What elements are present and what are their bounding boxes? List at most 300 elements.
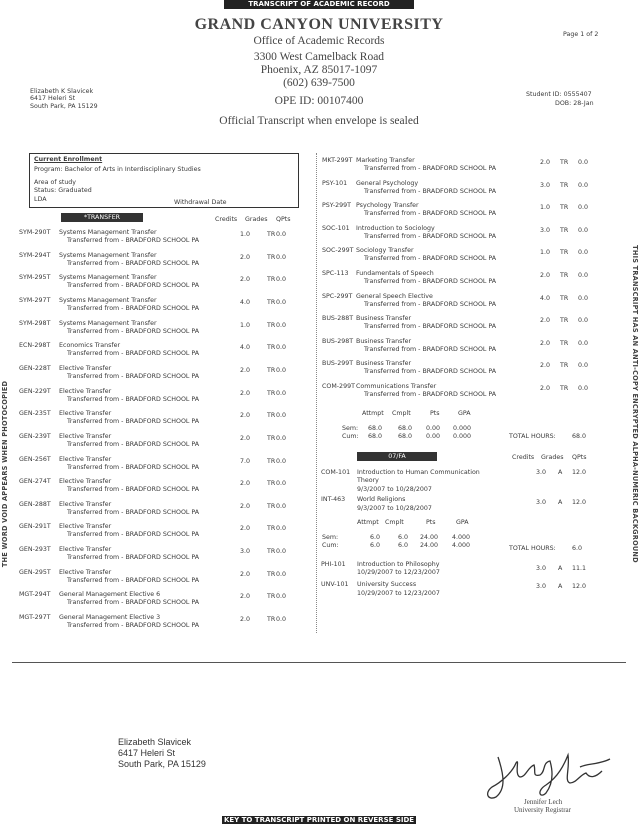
course-grade: TR (560, 339, 569, 347)
course-entry (322, 270, 612, 288)
course-transfer-source: Transferred from - BRADFORD SCHOOL PA (67, 282, 200, 290)
course-transfer-source: Transferred from - BRADFORD SCHOOL PA (364, 345, 497, 353)
course-grade: TR (267, 276, 276, 284)
course-qpts: 0.0 (276, 344, 287, 352)
course-entry (322, 315, 612, 333)
course-code: GEN-229T (19, 387, 51, 395)
course-grade: TR (267, 548, 276, 556)
course-entry (322, 247, 612, 265)
course-entry (322, 225, 612, 243)
term2-course-credits: 3.0 (536, 469, 547, 476)
stat-header-gpa: GPA (458, 410, 471, 417)
course-qpts: 0.0 (276, 412, 287, 420)
term3-course-title: University Success (357, 581, 417, 588)
course-code: SYM-290T (19, 229, 51, 236)
term2-course-title: World Religions (357, 496, 406, 503)
course-transfer-source: Transferred from - BRADFORD SCHOOL PA (67, 259, 200, 267)
course-grade: TR (267, 593, 276, 601)
course-grade: TR (267, 502, 276, 510)
course-title: Elective Transfer (59, 568, 112, 576)
term3-course-grade: A (558, 583, 563, 590)
course-credits: 7.0 (240, 457, 251, 465)
course-grade: TR (560, 294, 569, 302)
course-code: GEN-291T (19, 523, 51, 531)
course-code: SOC-299T (322, 247, 354, 255)
course-grade: TR (267, 298, 276, 306)
term3-course-grade: A (558, 565, 563, 572)
course-credits: 2.0 (240, 616, 251, 624)
course-qpts: 0.0 (276, 616, 287, 624)
course-code: BUS-299T (322, 360, 354, 368)
course-entry (19, 569, 309, 587)
course-qpts: 0.0 (276, 593, 287, 601)
student-city: South Park, PA 15129 (30, 103, 98, 110)
term2-stat-pts: Pts (426, 519, 436, 526)
course-code: GEN-235T (19, 410, 51, 418)
section-divider (12, 662, 626, 663)
course-entry (322, 360, 612, 378)
course-qpts: 0.0 (276, 457, 287, 465)
course-grade: TR (267, 616, 276, 624)
course-transfer-source: Transferred from - BRADFORD SCHOOL PA (67, 440, 200, 448)
term2-sem-gpa: 4.000 (452, 534, 471, 541)
course-credits: 4.0 (240, 344, 251, 352)
enrollment-area: Area of study (34, 179, 77, 186)
course-code: COM-299T (322, 383, 355, 390)
course-qpts: 0.0 (276, 298, 287, 306)
course-transfer-source: Transferred from - BRADFORD SCHOOL PA (67, 531, 200, 539)
official-notice: Official Transcript when envelope is sealed (219, 115, 419, 127)
course-grade: TR (560, 317, 569, 325)
term3-course-credits: 3.0 (536, 583, 547, 590)
course-entry (19, 478, 309, 496)
course-grade: TR (560, 181, 569, 189)
course-title: Systems Management Transfer (59, 274, 157, 282)
course-entry (19, 274, 309, 292)
street-address: 3300 West Camelback Road (253, 51, 385, 63)
course-code: PSY-299T (322, 202, 352, 210)
course-title: Introduction to Sociology (356, 224, 435, 232)
course-title: Elective Transfer (59, 523, 112, 531)
course-qpts: 0.0 (578, 204, 589, 212)
course-grade: TR (267, 457, 276, 465)
course-title: Psychology Transfer (356, 202, 419, 210)
term2-total-value: 6.0 (572, 545, 583, 552)
term2-sem-attmpt: 6.0 (370, 534, 381, 541)
course-credits: 1.0 (240, 231, 251, 238)
enrollment-title: Current Enrollment (34, 156, 103, 163)
course-code: SYM-298T (19, 319, 51, 327)
course-credits: 1.0 (540, 204, 551, 212)
course-grade: TR (267, 412, 276, 420)
course-grade: TR (267, 321, 276, 329)
course-qpts: 0.0 (578, 317, 589, 325)
sem-cmplt: 68.0 (398, 425, 413, 432)
student-name: Elizabeth K Slavicek (30, 88, 94, 95)
course-transfer-source: Transferred from - BRADFORD SCHOOL PA (364, 232, 497, 240)
course-title: Business Transfer (356, 337, 412, 345)
course-grade: TR (267, 525, 276, 533)
term2-sem-pts: 24.00 (420, 534, 439, 541)
term2-sem-cmplt: 6.0 (398, 534, 409, 541)
course-title: Marketing Transfer (356, 157, 415, 164)
course-title: Elective Transfer (59, 364, 112, 372)
course-credits: 3.0 (540, 226, 551, 234)
course-entry (19, 546, 309, 564)
course-title: Communications Transfer (356, 383, 437, 390)
course-transfer-source: Transferred from - BRADFORD SCHOOL PA (364, 391, 497, 398)
course-transfer-source: Transferred from - BRADFORD SCHOOL PA (67, 237, 200, 244)
course-transfer-source: Transferred from - BRADFORD SCHOOL PA (67, 554, 200, 562)
course-qpts: 0.0 (578, 362, 589, 370)
course-title: Systems Management Transfer (59, 296, 157, 304)
course-credits: 4.0 (540, 294, 551, 302)
total-hours-value: 68.0 (572, 433, 587, 440)
term2-course-code: COM-101 (321, 469, 351, 476)
registrar-title: University Registrar (514, 806, 571, 814)
course-qpts: 0.0 (276, 480, 287, 488)
course-code: GEN-295T (19, 568, 51, 576)
mailing-name: Elizabeth Slavicek (118, 737, 192, 747)
term-07fa-header: 07/FA (357, 452, 437, 461)
sem-attmpt: 68.0 (368, 425, 383, 432)
mailing-city: South Park, PA 15129 (118, 759, 206, 769)
term2-sem-label: Sem: (322, 534, 339, 541)
cum-attmpt: 68.0 (368, 433, 383, 440)
course-title: Elective Transfer (59, 455, 112, 463)
term2-course-grade: A (558, 499, 563, 506)
course-grade: TR (267, 389, 276, 397)
course-entry (19, 410, 309, 428)
cum-pts: 0.00 (426, 433, 441, 440)
course-title: Systems Management Transfer (59, 251, 157, 259)
term2-total-label: TOTAL HOURS: (509, 545, 556, 552)
cum-cmplt: 68.0 (398, 433, 413, 440)
course-transfer-source: Transferred from - BRADFORD SCHOOL PA (364, 165, 497, 172)
course-credits: 2.0 (240, 434, 251, 442)
course-credits: 1.0 (240, 321, 251, 329)
course-credits: 2.0 (240, 502, 251, 510)
course-credits: 2.0 (540, 362, 551, 370)
course-qpts: 0.0 (578, 181, 589, 189)
term2-course-code: INT-463 (321, 496, 346, 503)
course-qpts: 0.0 (276, 276, 287, 284)
sem-label: Sem: (342, 425, 359, 432)
course-code: GEN-256T (19, 455, 51, 463)
sem-gpa: 0.000 (453, 425, 472, 432)
course-entry (19, 297, 309, 315)
course-code: SOC-101 (322, 224, 350, 232)
course-title: Elective Transfer (59, 546, 112, 554)
term2-cum-gpa: 4.000 (452, 542, 471, 549)
course-grade: TR (560, 159, 569, 166)
course-credits: 2.0 (240, 276, 251, 284)
course-transfer-source: Transferred from - BRADFORD SCHOOL PA (67, 395, 200, 403)
term3-course-dates: 10/29/2007 to 12/23/2007 (357, 590, 440, 597)
registrar-name: Jennifer Lech (524, 798, 563, 806)
term3-course-title: Introduction to Philosophy (357, 561, 440, 568)
course-code: MKT-299T (322, 157, 353, 164)
course-transfer-source: Transferred from - BRADFORD SCHOOL PA (364, 368, 497, 376)
term3-course-code: PHI-101 (321, 561, 346, 568)
course-code: BUS-298T (322, 337, 354, 345)
course-qpts: 0.0 (276, 321, 287, 329)
course-title: Sociology Transfer (356, 247, 414, 255)
term3-course-dates: 10/29/2007 to 12/23/2007 (357, 569, 440, 576)
course-entry (322, 338, 612, 356)
course-credits: 2.0 (240, 412, 251, 420)
course-qpts: 0.0 (578, 294, 589, 302)
col-header-credits: Credits (215, 216, 238, 223)
course-qpts: 0.0 (276, 366, 287, 374)
top-banner: TRANSCRIPT OF ACADEMIC RECORD (224, 0, 414, 9)
course-transfer-source: Transferred from - BRADFORD SCHOOL PA (364, 210, 497, 218)
mailing-street: 6417 Heleri St (118, 748, 176, 758)
course-code: GEN-228T (19, 364, 51, 372)
course-qpts: 0.0 (578, 339, 589, 347)
course-entry (322, 157, 612, 175)
term2-course-credits: 3.0 (536, 499, 547, 506)
course-title: Elective Transfer (59, 387, 112, 395)
enrollment-lda: LDA (34, 196, 47, 203)
term3-course-qpts: 12.0 (572, 583, 587, 590)
course-entry (322, 202, 612, 220)
col-header-qpts: QPts (276, 216, 291, 223)
course-code: PSY-101 (322, 179, 348, 187)
enrollment-status: Status: Graduated (34, 187, 92, 194)
course-code: GEN-293T (19, 546, 51, 554)
course-transfer-source: Transferred from - BRADFORD SCHOOL PA (67, 463, 200, 471)
student-street: 6417 Heleri St (30, 95, 76, 102)
term2-col-qpts: QPts (572, 454, 587, 461)
course-entry (322, 293, 612, 311)
course-title: Elective Transfer (59, 410, 112, 418)
course-title: General Management Elective 6 (59, 591, 161, 599)
column-divider (316, 153, 317, 633)
phone-number: (602) 639-7500 (283, 77, 355, 89)
course-title: Elective Transfer (59, 432, 112, 440)
course-code: MGT-297T (19, 614, 51, 622)
course-grade: TR (267, 231, 276, 238)
course-qpts: 0.0 (578, 159, 589, 166)
ope-id: OPE ID: 00107400 (274, 95, 364, 107)
course-entry (19, 229, 309, 247)
term2-col-grades: Grades (541, 454, 564, 461)
course-transfer-source: Transferred from - BRADFORD SCHOOL PA (364, 300, 497, 308)
course-qpts: 0.0 (276, 231, 287, 238)
course-transfer-source: Transferred from - BRADFORD SCHOOL PA (67, 418, 200, 426)
course-qpts: 0.0 (276, 525, 287, 533)
course-grade: TR (267, 366, 276, 374)
term2-course-qpts: 12.0 (572, 499, 587, 506)
course-grade: TR (560, 385, 569, 392)
enrollment-withdrawal: Withdrawal Date (174, 199, 227, 206)
stat-header-pts: Pts (430, 410, 440, 417)
course-code: GEN-239T (19, 432, 51, 440)
term2-col-credits: Credits (512, 454, 535, 461)
course-entry (19, 501, 309, 519)
course-code: SYM-297T (19, 296, 51, 304)
course-grade: TR (267, 570, 276, 578)
course-title: Systems Management Transfer (59, 319, 157, 327)
university-name: GRAND CANYON UNIVERSITY (194, 16, 444, 33)
course-credits: 2.0 (240, 389, 251, 397)
course-title: Elective Transfer (59, 500, 112, 508)
course-entry (19, 342, 309, 360)
course-grade: TR (560, 204, 569, 212)
course-grade: TR (267, 253, 276, 261)
course-grade: TR (267, 344, 276, 352)
term2-stat-cmplt: Cmplt (385, 519, 404, 526)
course-qpts: 0.0 (578, 226, 589, 234)
city-address: Phoenix, AZ 85017-1097 (260, 64, 378, 76)
col-header-grades: Grades (245, 216, 268, 223)
course-title: General Management Elective 3 (59, 614, 161, 622)
course-entry (322, 383, 612, 401)
course-credits: 3.0 (540, 181, 551, 189)
course-credits: 1.0 (540, 249, 551, 257)
term2-stat-gpa: GPA (456, 519, 469, 526)
course-credits: 2.0 (540, 385, 551, 392)
course-credits: 2.0 (540, 317, 551, 325)
course-qpts: 0.0 (276, 502, 287, 510)
term2-course-dates: 9/3/2007 to 10/28/2007 (357, 486, 432, 493)
term2-cum-pts: 24.00 (420, 542, 439, 549)
mailing-address (118, 737, 206, 770)
cum-label: Cum: (342, 433, 359, 440)
course-qpts: 0.0 (578, 272, 589, 279)
course-transfer-source: Transferred from - BRADFORD SCHOOL PA (67, 304, 200, 312)
enrollment-program: Program: Bachelor of Arts in Interdisciplinary Studies (34, 166, 201, 173)
course-qpts: 0.0 (276, 389, 287, 397)
course-code: ECN-298T (19, 342, 51, 350)
course-title: Fundamentals of Speech (356, 270, 434, 277)
course-grade: TR (267, 480, 276, 488)
course-code: SYM-295T (19, 274, 51, 282)
course-credits: 2.0 (540, 339, 551, 347)
term2-course-grade: A (558, 469, 563, 476)
course-credits: 2.0 (240, 366, 251, 374)
course-title: Business Transfer (356, 360, 412, 368)
course-credits: 3.0 (240, 548, 251, 556)
course-entry (19, 433, 309, 451)
course-entry (19, 591, 309, 609)
course-transfer-source: Transferred from - BRADFORD SCHOOL PA (364, 323, 497, 331)
course-qpts: 0.0 (276, 548, 287, 556)
course-title: General Speech Elective (356, 292, 433, 300)
course-code: SYM-294T (19, 251, 51, 259)
course-code: MGT-294T (19, 591, 51, 599)
course-grade: TR (560, 362, 569, 370)
page-label: Page 1 of 2 (563, 31, 599, 38)
right-vertical-notice: THIS TRANSCRIPT HAS AN ANTI-COPY ENCRYPTED ALPHA-NUMERIC BACKGROUND (631, 245, 639, 563)
left-vertical-notice: THE WORD VOID APPEARS WHEN PHOTOCOPIED (1, 380, 9, 568)
course-credits: 2.0 (540, 159, 551, 166)
student-dob: DOB: 28-Jan (555, 100, 594, 107)
course-credits: 2.0 (240, 480, 251, 488)
course-title: Economics Transfer (59, 342, 121, 350)
course-entry (19, 320, 309, 338)
term3-course-credits: 3.0 (536, 565, 547, 572)
course-code: GEN-288T (19, 500, 51, 508)
term2-course-title2: Theory (357, 477, 379, 484)
course-code: SPC-299T (322, 292, 353, 300)
course-transfer-source: Transferred from - BRADFORD SCHOOL PA (364, 187, 497, 195)
course-title: Business Transfer (356, 315, 412, 323)
term2-stat-attmpt: Attmpt (357, 519, 379, 526)
sem-pts: 0.00 (426, 425, 441, 432)
course-grade: TR (267, 434, 276, 442)
course-credits: 2.0 (240, 570, 251, 578)
course-transfer-source: Transferred from - BRADFORD SCHOOL PA (67, 327, 200, 335)
course-entry (322, 180, 612, 198)
course-qpts: 0.0 (578, 385, 589, 392)
term3-course-qpts: 11.1 (572, 565, 587, 572)
course-transfer-source: Transferred from - BRADFORD SCHOOL PA (67, 508, 200, 516)
term2-cum-attmpt: 6.0 (370, 542, 381, 549)
bottom-banner: KEY TO TRANSCRIPT PRINTED ON REVERSE SIDE (223, 816, 415, 824)
course-grade: TR (560, 226, 569, 234)
stat-header-cmplt: Cmplt (392, 410, 411, 417)
cum-gpa: 0.000 (453, 433, 472, 440)
course-qpts: 0.0 (276, 253, 287, 261)
course-credits: 2.0 (240, 525, 251, 533)
course-credits: 2.0 (540, 272, 551, 279)
course-credits: 2.0 (240, 253, 251, 261)
course-transfer-source: Transferred from - BRADFORD SCHOOL PA (67, 486, 200, 494)
course-qpts: 0.0 (276, 570, 287, 578)
course-transfer-source: Transferred from - BRADFORD SCHOOL PA (364, 278, 497, 285)
course-entry (19, 365, 309, 383)
course-transfer-source: Transferred from - BRADFORD SCHOOL PA (364, 255, 497, 263)
course-transfer-source: Transferred from - BRADFORD SCHOOL PA (67, 372, 200, 380)
course-transfer-source: Transferred from - BRADFORD SCHOOL PA (67, 576, 200, 584)
course-qpts: 0.0 (276, 434, 287, 442)
term2-cum-label: Cum: (322, 542, 339, 549)
student-id: Student ID: 0555407 (526, 91, 592, 98)
registrar-signature (480, 745, 620, 803)
course-entry (19, 252, 309, 270)
term2-cum-cmplt: 6.0 (398, 542, 409, 549)
course-entry (19, 614, 309, 632)
term2-course-qpts: 12.0 (572, 469, 587, 476)
term2-course-dates: 9/3/2007 to 10/28/2007 (357, 505, 432, 512)
course-credits: 2.0 (240, 593, 251, 601)
course-code: GEN-274T (19, 478, 51, 486)
total-hours-label: TOTAL HOURS: (509, 433, 556, 440)
course-title: General Psychology (356, 179, 419, 187)
course-code: BUS-288T (322, 315, 354, 323)
course-credits: 4.0 (240, 298, 251, 306)
course-title: Elective Transfer (59, 478, 112, 486)
course-title: Systems Management Transfer (59, 229, 157, 236)
course-transfer-source: Transferred from - BRADFORD SCHOOL PA (67, 599, 200, 607)
course-transfer-source: Transferred from - BRADFORD SCHOOL PA (67, 622, 200, 630)
course-code: SPC-113 (322, 270, 349, 277)
course-entry (19, 388, 309, 406)
course-grade: TR (560, 249, 569, 257)
course-qpts: 0.0 (578, 249, 589, 257)
transfer-section-header: *TRANSFER (61, 213, 143, 222)
course-grade: TR (560, 272, 569, 279)
office-name: Office of Academic Records (253, 35, 385, 47)
course-entry (19, 456, 309, 474)
course-entry (19, 523, 309, 541)
term2-course-title: Introduction to Human Communication (357, 469, 480, 476)
stat-header-attmpt: Attmpt (362, 410, 384, 417)
term3-course-code: UNV-101 (321, 581, 349, 588)
course-transfer-source: Transferred from - BRADFORD SCHOOL PA (67, 350, 200, 358)
